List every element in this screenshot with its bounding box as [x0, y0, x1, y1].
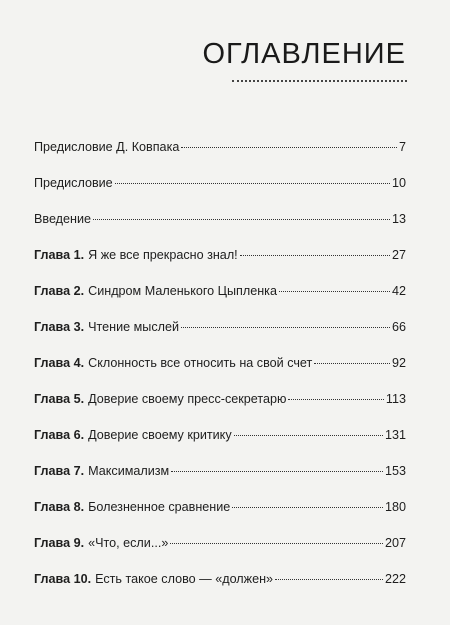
page-number: 92 [391, 356, 406, 370]
chapter-label: Глава 9. [34, 536, 85, 550]
page-number: 222 [384, 572, 406, 586]
entry-title: Есть такое слово — «должен» [95, 572, 274, 586]
page-number: 10 [391, 176, 406, 190]
page-number: 66 [391, 320, 406, 334]
toc-entry [34, 319, 406, 355]
entry-title: Болезненное сравнение [88, 500, 231, 514]
toc-entry [34, 355, 406, 391]
page-number: 207 [384, 536, 406, 550]
chapter-label: Глава 1. [34, 248, 85, 262]
entry-title: Доверие своему пресс-секретарю [88, 392, 287, 406]
dot-leader [171, 471, 383, 472]
entry-title: Максимализм [88, 464, 170, 478]
entry-title: Синдром Маленького Цыпленка [88, 284, 277, 298]
page-number: 113 [385, 392, 406, 406]
toc-entry [34, 211, 406, 247]
dot-leader [279, 291, 390, 292]
page-number: 27 [391, 248, 406, 262]
title-dotted-rule [232, 80, 407, 82]
chapter-label: Глава 2. [34, 284, 85, 298]
entry-title: Я же все прекрасно знал! [88, 248, 238, 262]
page-number: 131 [384, 428, 406, 442]
page-number: 13 [391, 212, 406, 226]
chapter-label: Глава 10. [34, 572, 92, 586]
dot-leader [240, 255, 390, 256]
toc-entry [34, 283, 406, 319]
chapter-label: Глава 8. [34, 500, 85, 514]
dot-leader [93, 219, 390, 220]
dot-leader [288, 399, 383, 400]
entry-title: Предисловие Д. Ковпака [34, 140, 180, 154]
toc-entry [34, 247, 406, 283]
chapter-label: Глава 5. [34, 392, 85, 406]
page-number: 180 [384, 500, 406, 514]
entry-title: Введение [34, 212, 92, 226]
chapter-label: Глава 7. [34, 464, 85, 478]
page-title: ОГЛАВЛЕНИЕ [202, 38, 406, 70]
toc-entry [34, 571, 406, 607]
toc-entry [34, 463, 406, 499]
chapter-label: Глава 3. [34, 320, 85, 334]
entry-title: Чтение мыслей [88, 320, 180, 334]
chapter-label: Глава 4. [34, 356, 85, 370]
toc-entry [34, 499, 406, 535]
entry-title: Доверие своему критику [88, 428, 232, 442]
dot-leader [234, 435, 383, 436]
dot-leader [181, 147, 397, 148]
toc-entry [34, 175, 406, 211]
page-number: 7 [398, 140, 406, 154]
toc-entry [34, 427, 406, 463]
toc-entry [34, 391, 406, 427]
dot-leader [232, 507, 383, 508]
chapter-label: Глава 6. [34, 428, 85, 442]
table-of-contents [34, 139, 406, 607]
page-number: 42 [391, 284, 406, 298]
dot-leader [314, 363, 390, 364]
dot-leader [170, 543, 383, 544]
dot-leader [275, 579, 383, 580]
entry-title: Склонность все относить на свой счет [88, 356, 313, 370]
toc-entry [34, 535, 406, 571]
entry-title: «Что, если...» [88, 536, 169, 550]
dot-leader [181, 327, 390, 328]
dot-leader [115, 183, 390, 184]
entry-title: Предисловие [34, 176, 113, 190]
page-number: 153 [384, 464, 406, 478]
toc-entry [34, 139, 406, 175]
